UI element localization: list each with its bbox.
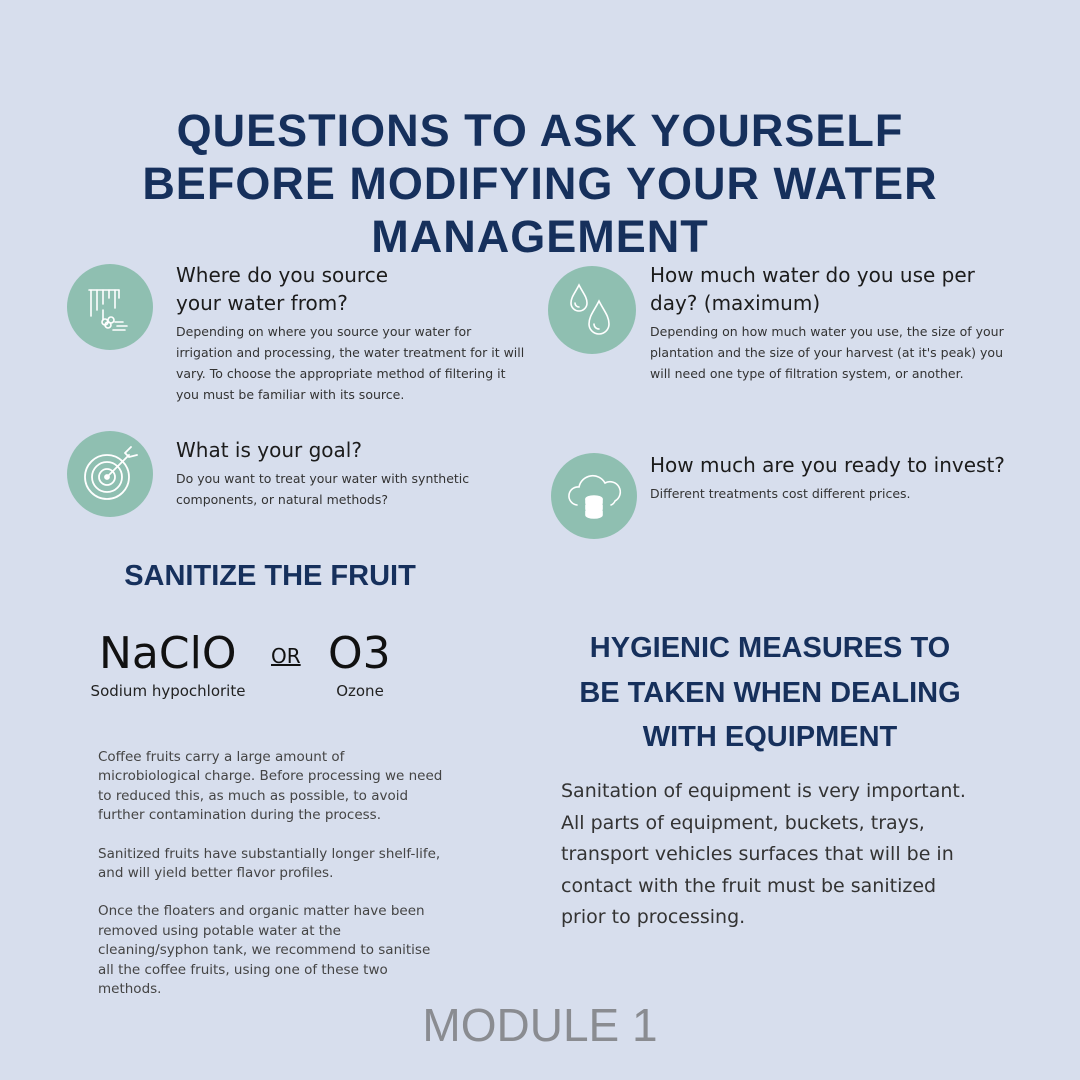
sanitize-paragraph: Once the floaters and organic matter have been removed using potable water at the cleaning/syphon tank, we recommend to sanitise all the coffee fruits, using one of these two methods.: [98, 903, 431, 998]
page-title: [0, 104, 1080, 263]
sanitize-text: [98, 748, 448, 1018]
question-4: [650, 451, 1010, 504]
formula-o3: O3: [328, 628, 391, 679]
formula-naclo-name: Sodium hypochlorite: [90, 682, 246, 700]
or-label: OR: [271, 644, 301, 668]
question-1: [176, 261, 536, 405]
target-icon: [67, 431, 153, 517]
question-3-title: What is your goal?: [176, 438, 362, 462]
question-1-body: Depending on where you source your water for irrigation and processing, the water treatment for it will vary. To choose the appropriate method of filtering it you must be familiar with its source.: [176, 324, 525, 402]
module-label: MODULE 1: [422, 999, 658, 1051]
question-3-body: Do you want to treat your water with synthetic components, or natural methods?: [176, 471, 470, 507]
page-title-text: QUESTIONS TO ASK YOURSELF BEFORE MODIFYING YOUR WATER MANAGEMENT: [142, 105, 938, 262]
question-4-title: How much are you ready to invest?: [650, 453, 1005, 477]
water-drops-icon: [548, 266, 636, 354]
formula-o3-name: Ozone: [336, 682, 384, 700]
sanitize-heading: SANITIZE THE FRUIT: [124, 560, 416, 592]
question-4-body: Different treatments cost different prices.: [650, 486, 911, 501]
question-1-title: Where do you source your water from?: [176, 263, 389, 315]
question-2-title: How much water do you use per day? (maximum): [650, 263, 975, 315]
question-3: [176, 436, 536, 510]
waterfall-icon: [67, 264, 153, 350]
question-2: [650, 261, 1010, 384]
sanitize-paragraph: Sanitized fruits have substantially longer shelf-life, and will yield better flavor profiles.: [98, 845, 441, 882]
formula-naclo: NaClO: [99, 628, 237, 679]
question-2-body: Depending on how much water you use, the size of your plantation and the size of your harvest (at it's peak) you will need one type of filtration system, or another.: [650, 324, 1004, 381]
cloud-coins-icon: [551, 453, 637, 539]
hygienic-heading: HYGIENIC MEASURES TO BE TAKEN WHEN DEALING WITH EQUIPMENT: [579, 632, 961, 753]
hygienic-body: Sanitation of equipment is very important. All parts of equipment, buckets, trays, transport vehicles surfaces that will be in contact with the fruit must be sanitized prior to processing.: [561, 780, 966, 928]
sanitize-paragraph: Coffee fruits carry a large amount of microbiological charge. Before processing we need to reduced this, as much as possible, to avoid further contamination during the process.: [98, 749, 443, 824]
